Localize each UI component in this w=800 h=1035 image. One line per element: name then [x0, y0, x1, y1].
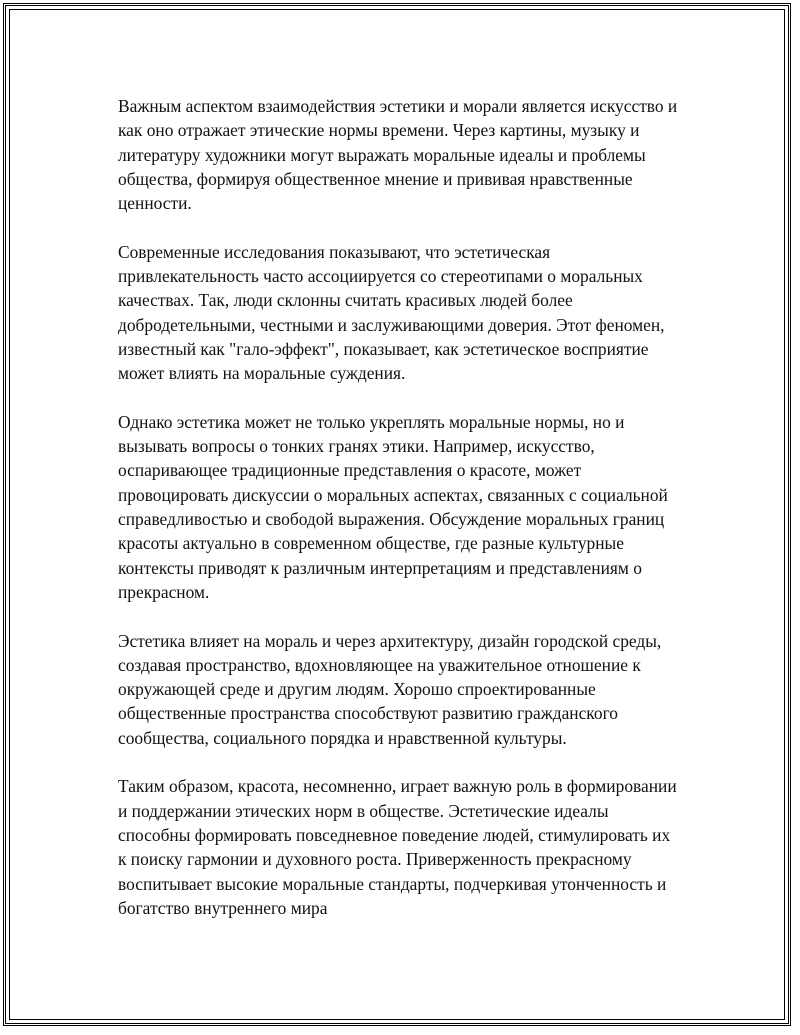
paragraph-1: Важным аспектом взаимодействия эстетики и морали является искусство и как оно отражает этические нормы времени. Через картины, музыку и литературу художники могут выражать моральные идеалы и проблемы общества, формируя общественное мнение и прививая нравственные ценности. [118, 96, 678, 214]
paragraph-4: Эстетика влияет на мораль и через архитектуру, дизайн городской среды, создавая пространство, вдохновляющее на уважительное отношение к окружающей среде и другим людям. Хорошо спроектированные общественные пространства способствуют развитию гражданского сообщества, социального порядка и нравственной культуры. [118, 630, 662, 748]
paragraph-2: Современные исследования показывают, что эстетическая привлекательность часто ассоциируется со стереотипами о моральных качествах. Так, люди склонны считать красивых людей более добродетельными, честными и заслуживающими доверия. Этот феномен, известный как "гало-эффект", показывает, как эстетическое восприятие может влиять на моральные суждения. [118, 241, 665, 384]
paragraph-3: Однако эстетика может не только укреплять моральные нормы, но и вызывать вопросы о тонких гранях этики. Например, искусство, оспаривающее традиционные представления о красоте, может провоцировать дискуссии о моральных аспектах, связанных с социальной справедливостью и свободой выражения. Обсуждение моральных границ красоты актуально в современном обществе, где разные культурные контексты приводят к различным интерпретациям и представлениям о прекрасном. [118, 411, 668, 602]
paragraph-5: Таким образом, красота, несомненно, играет важную роль в формировании и поддержании этических норм в обществе. Эстетические идеалы способны формировать повседневное поведение людей, стимулировать их к поиску гармонии и духовного роста. Приверженность прекрасному воспитывает высокие моральные стандарты, подчеркивая утонченность и богатство внутреннего мира [118, 776, 677, 918]
document-body [118, 94, 680, 920]
